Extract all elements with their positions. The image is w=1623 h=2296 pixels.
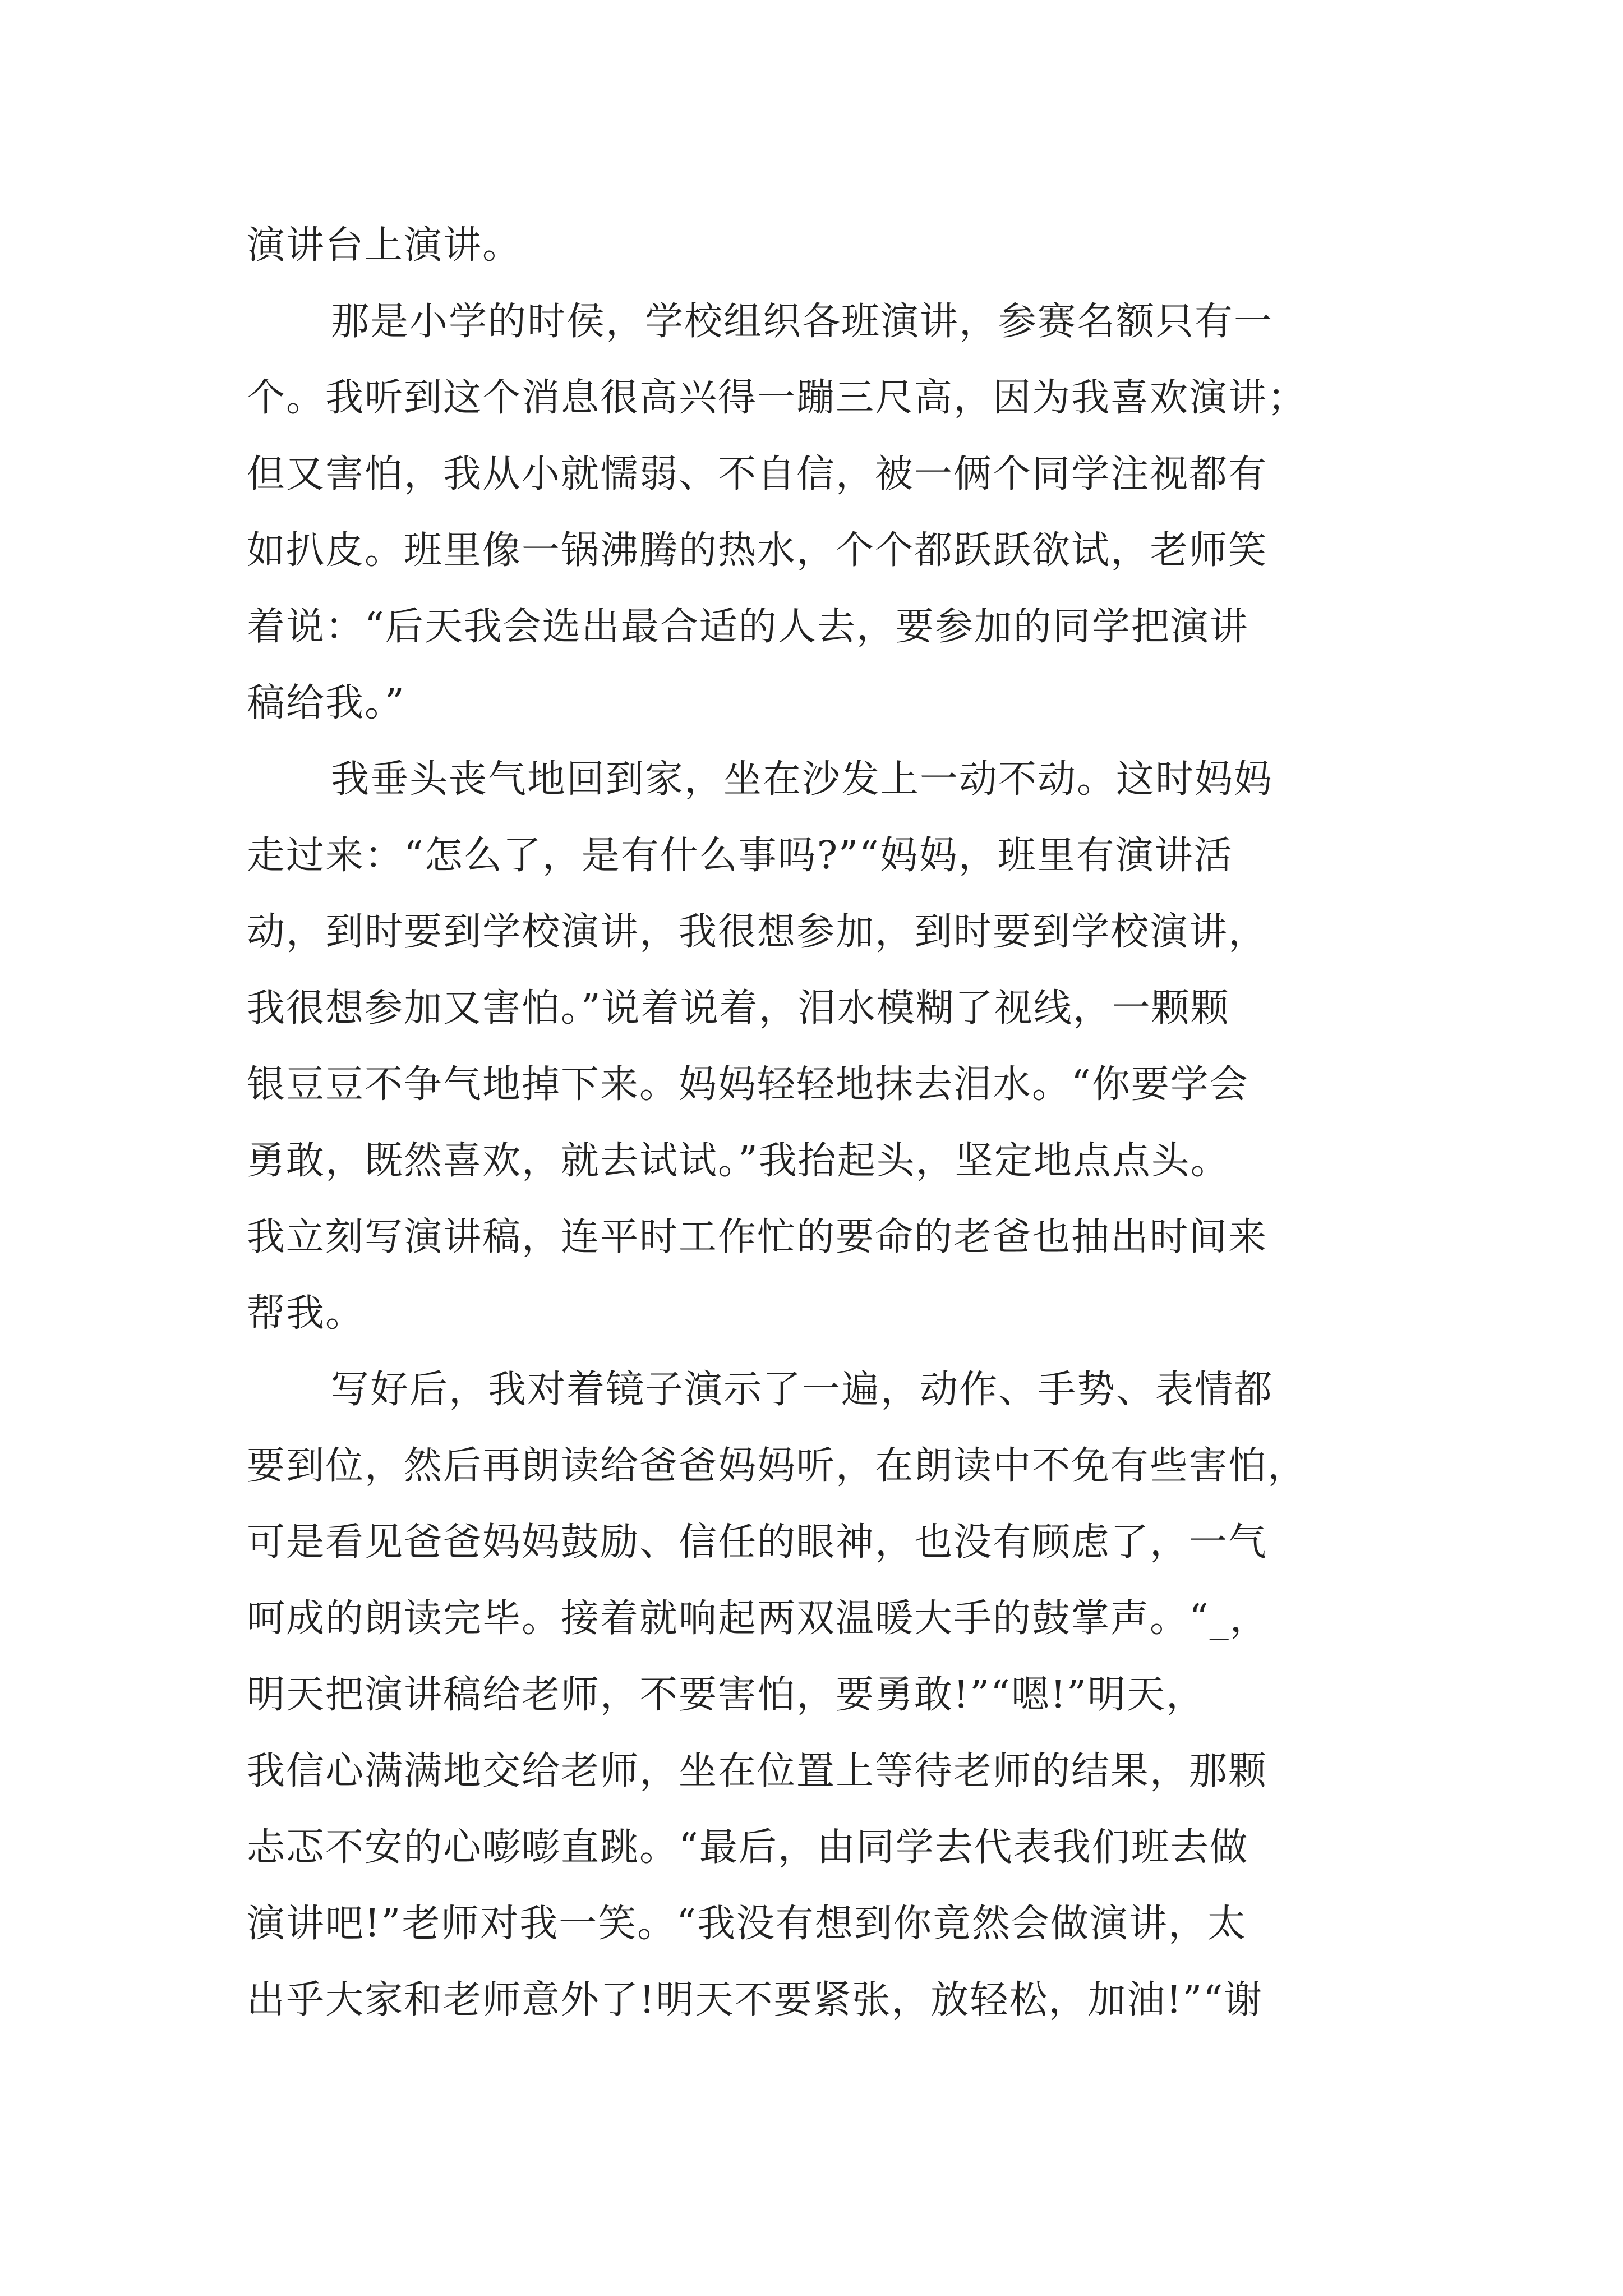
- text-line: 勇敢，既然喜欢，就去试试。”我抬起头，坚定地点点头。: [247, 1139, 1230, 1183]
- text-line: 明天把演讲稿给老师，不要害怕，要勇敢!”“嗯!”明天，: [247, 1673, 1205, 1717]
- text-line: 动，到时要到学校演讲，我很想参加，到时要到学校演讲，: [247, 910, 1268, 954]
- text-line: 着说：“后天我会选出最合适的人去，要参加的同学把演讲: [247, 605, 1249, 649]
- text-line: 演讲吧!”老师对我一笑。“我没有想到你竟然会做演讲，太: [247, 1902, 1247, 1946]
- paragraph-3: [247, 742, 1380, 1352]
- text-line: 我垂头丧气地回到家，坐在沙发上一动不动。这时妈妈: [331, 757, 1274, 802]
- text-line: 那是小学的时侯，学校组织各班演讲，参赛名额只有一: [331, 300, 1274, 344]
- paragraph-4: [247, 1352, 1380, 2039]
- text-line: 但又害怕，我从小就懦弱、不自信，被一俩个同学注视都有: [247, 452, 1268, 496]
- paragraph-2: [247, 284, 1380, 742]
- text-line: 如扒皮。班里像一锅沸腾的热水，个个都跃跃欲试，老师笑: [247, 528, 1268, 573]
- document-body: [247, 208, 1380, 2039]
- text-line: 我很想参加又害怕。”说着说着，泪水模糊了视线，一颗颗: [247, 986, 1230, 1030]
- text-line: 出乎大家和老师意外了!明天不要紧张，放轻松，加油!”“谢: [247, 1978, 1264, 2022]
- paragraph-1: [247, 208, 1380, 284]
- text-line: 我信心满满地交给老师，坐在位置上等待老师的结果，那颗: [247, 1749, 1268, 1793]
- text-line: 稿给我。”: [247, 681, 405, 725]
- text-line: 写好后，我对着镜子演示了一遍，动作、手势、表情都: [331, 1368, 1274, 1412]
- text-line: 要到位，然后再朗读给爸爸妈妈听，在朗读中不免有些害怕，: [247, 1444, 1307, 1488]
- text-line: 忐忑不安的心嘭嘭直跳。“最后，由同学去代表我们班去做: [247, 1825, 1249, 1870]
- text-line: 个。我听到这个消息很高兴得一蹦三尺高，因为我喜欢演讲；: [247, 376, 1307, 420]
- text-line: 呵成的朗读完毕。接着就响起两双温暖大手的鼓掌声。“_，: [247, 1596, 1269, 1641]
- text-line: 可是看见爸爸妈妈鼓励、信任的眼神，也没有顾虑了，一气: [247, 1520, 1268, 1565]
- text-line: 演讲台上演讲。: [247, 223, 522, 268]
- text-line: 银豆豆不争气地掉下来。妈妈轻轻地抹去泪水。“你要学会: [247, 1062, 1249, 1107]
- text-line: 我立刻写演讲稿，连平时工作忙的要命的老爸也抽出时间来: [247, 1215, 1268, 1259]
- text-line: 走过来：“怎么了，是有什么事吗?”“妈妈，班里有演讲活: [247, 834, 1233, 878]
- text-line: 帮我。: [247, 1291, 365, 1336]
